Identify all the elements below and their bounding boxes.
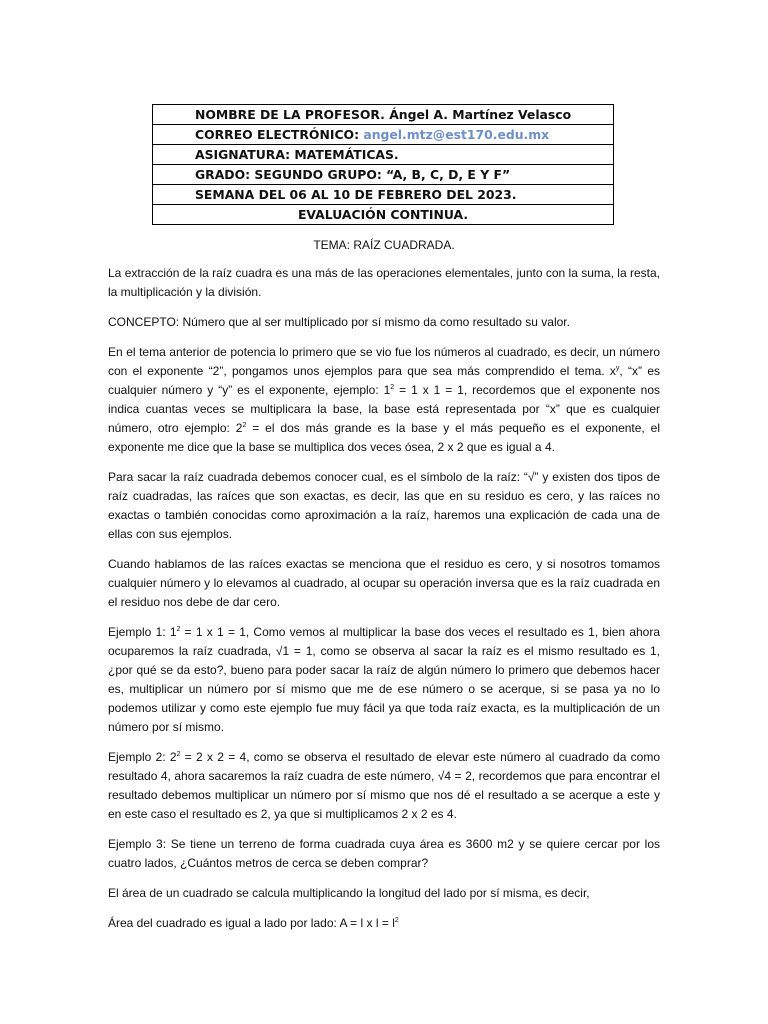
paragraph-power-review: En el tema anterior de potencia lo primero que se vio fue los números al cuadrado, es decir, un número con el exponente “2”, pongamos unos ejemplos para que sea más comprendido el tema. $x^y$, “x” es cualquier número y “y” es el exponente, ejemplo: $1^2 = 1$ x 1 = 1, recordemos que el exponente nos indica cuantas veces se multiplicara la base, la base está representada por “x” que es cualquier número, otro ejemplo: $2^2$ = el dos más grande es la base y el más pequeño es el exponente, el exponente me dice que la base se multiplica dos veces ósea, 2 x 2 que es igual a 4. xyxy=(108,345,661,454)
paragraph-example-3: Ejemplo 3: Se tiene un terreno de forma cuadrada cuya área es 3600 m2 y se quiere cercar por los cuatro lados, ¿Cuántos metros de cerca se deben comprar? xyxy=(108,837,660,870)
paragraph-concept: CONCEPTO: Número que al ser multiplicado por sí mismo da como resultado su valor. xyxy=(108,315,570,329)
paragraph-example-2: Ejemplo 2: $2^2 = 2$ x 2 = 4, como se observa el resultado de elevar este número al cuadrado da como resultado 4, ahora sacaremos la raíz cuadra de este número, √4 = 2, recordemos que para encontrar el resultado debemos multiplicar un número por sí mismo que nos dé el resultado a se acerque a este y en este caso el resultado es 2, ya que si multiplicamos 2 x 2 es 4. xyxy=(108,750,660,821)
topic-title: TEMA: RAÍZ CUADRADA. xyxy=(313,238,455,252)
email-link[interactable]: angel.mtz@est170.edu.mx xyxy=(363,127,550,142)
header-table xyxy=(152,104,614,225)
evaluation: EVALUACIÓN CONTINUA. xyxy=(153,205,614,225)
document-body xyxy=(108,264,660,944)
teacher-name: NOMBRE DE LA PROFESOR. Ángel A. Martínez Velasco xyxy=(153,105,614,125)
paragraph-exact-roots: Cuando hablamos de las raíces exactas se menciona que el residuo es cero, y si nosotros tomamos cualquier número y lo elevamos al cuadrado, al ocupar su operación inversa que es la raíz cuadrada en el residuo nos debe de dar cero. xyxy=(108,557,660,609)
email-label: CORREO ELECTRÓNICO: xyxy=(195,127,364,142)
email-row xyxy=(153,125,614,145)
paragraph-area-formula: Área del cuadrado es igual a lado por lado: A = l x $l = l^2$ xyxy=(108,916,399,930)
paragraph-area: El área de un cuadrado se calcula multiplicando la longitud del lado por sí misma, es decir, xyxy=(108,886,590,900)
grade-group: GRADO: SEGUNDO GRUPO: “A, B, C, D, E Y F” xyxy=(153,165,614,185)
paragraph-intro: La extracción de la raíz cuadra es una más de las operaciones elementales, junto con la suma, la resta, la multiplicación y la división. xyxy=(108,266,660,299)
paragraph-example-1: Ejemplo 1: $1^2 = 1$ x 1 = 1, Como vemos al multiplicar la base dos veces el resultado es 1, bien ahora ocuparemos la raíz cuadrada, √1 = 1, como se observa al sacar la raíz es el mismo resultado es 1, ¿por qué se da esto?, bueno para poder sacar la raíz de algún número lo primero que debemos hacer es, multiplicar un número por sí mismo que me de ese número o se acerque, si se pasa ya no lo podemos utilizar y como este ejemplo fue muy fácil ya que toda raíz exacta, es la multiplicación de un número por sí mismo. xyxy=(108,625,661,734)
subject: ASIGNATURA: MATEMÁTICAS. xyxy=(153,145,614,165)
week: SEMANA DEL 06 AL 10 DE FEBRERO DEL 2023. xyxy=(153,185,614,205)
paragraph-root-types: Para sacar la raíz cuadrada debemos conocer cual, es el símbolo de la raíz: “√” y existen dos tipos de raíz cuadradas, las raíces que son exactas, es decir, las que en su residuo es cero, y las raíces no exactas o también conocidas como aproximación a la raíz, haremos una explicación de cada una de ellas con sus ejemplos. xyxy=(108,470,660,541)
